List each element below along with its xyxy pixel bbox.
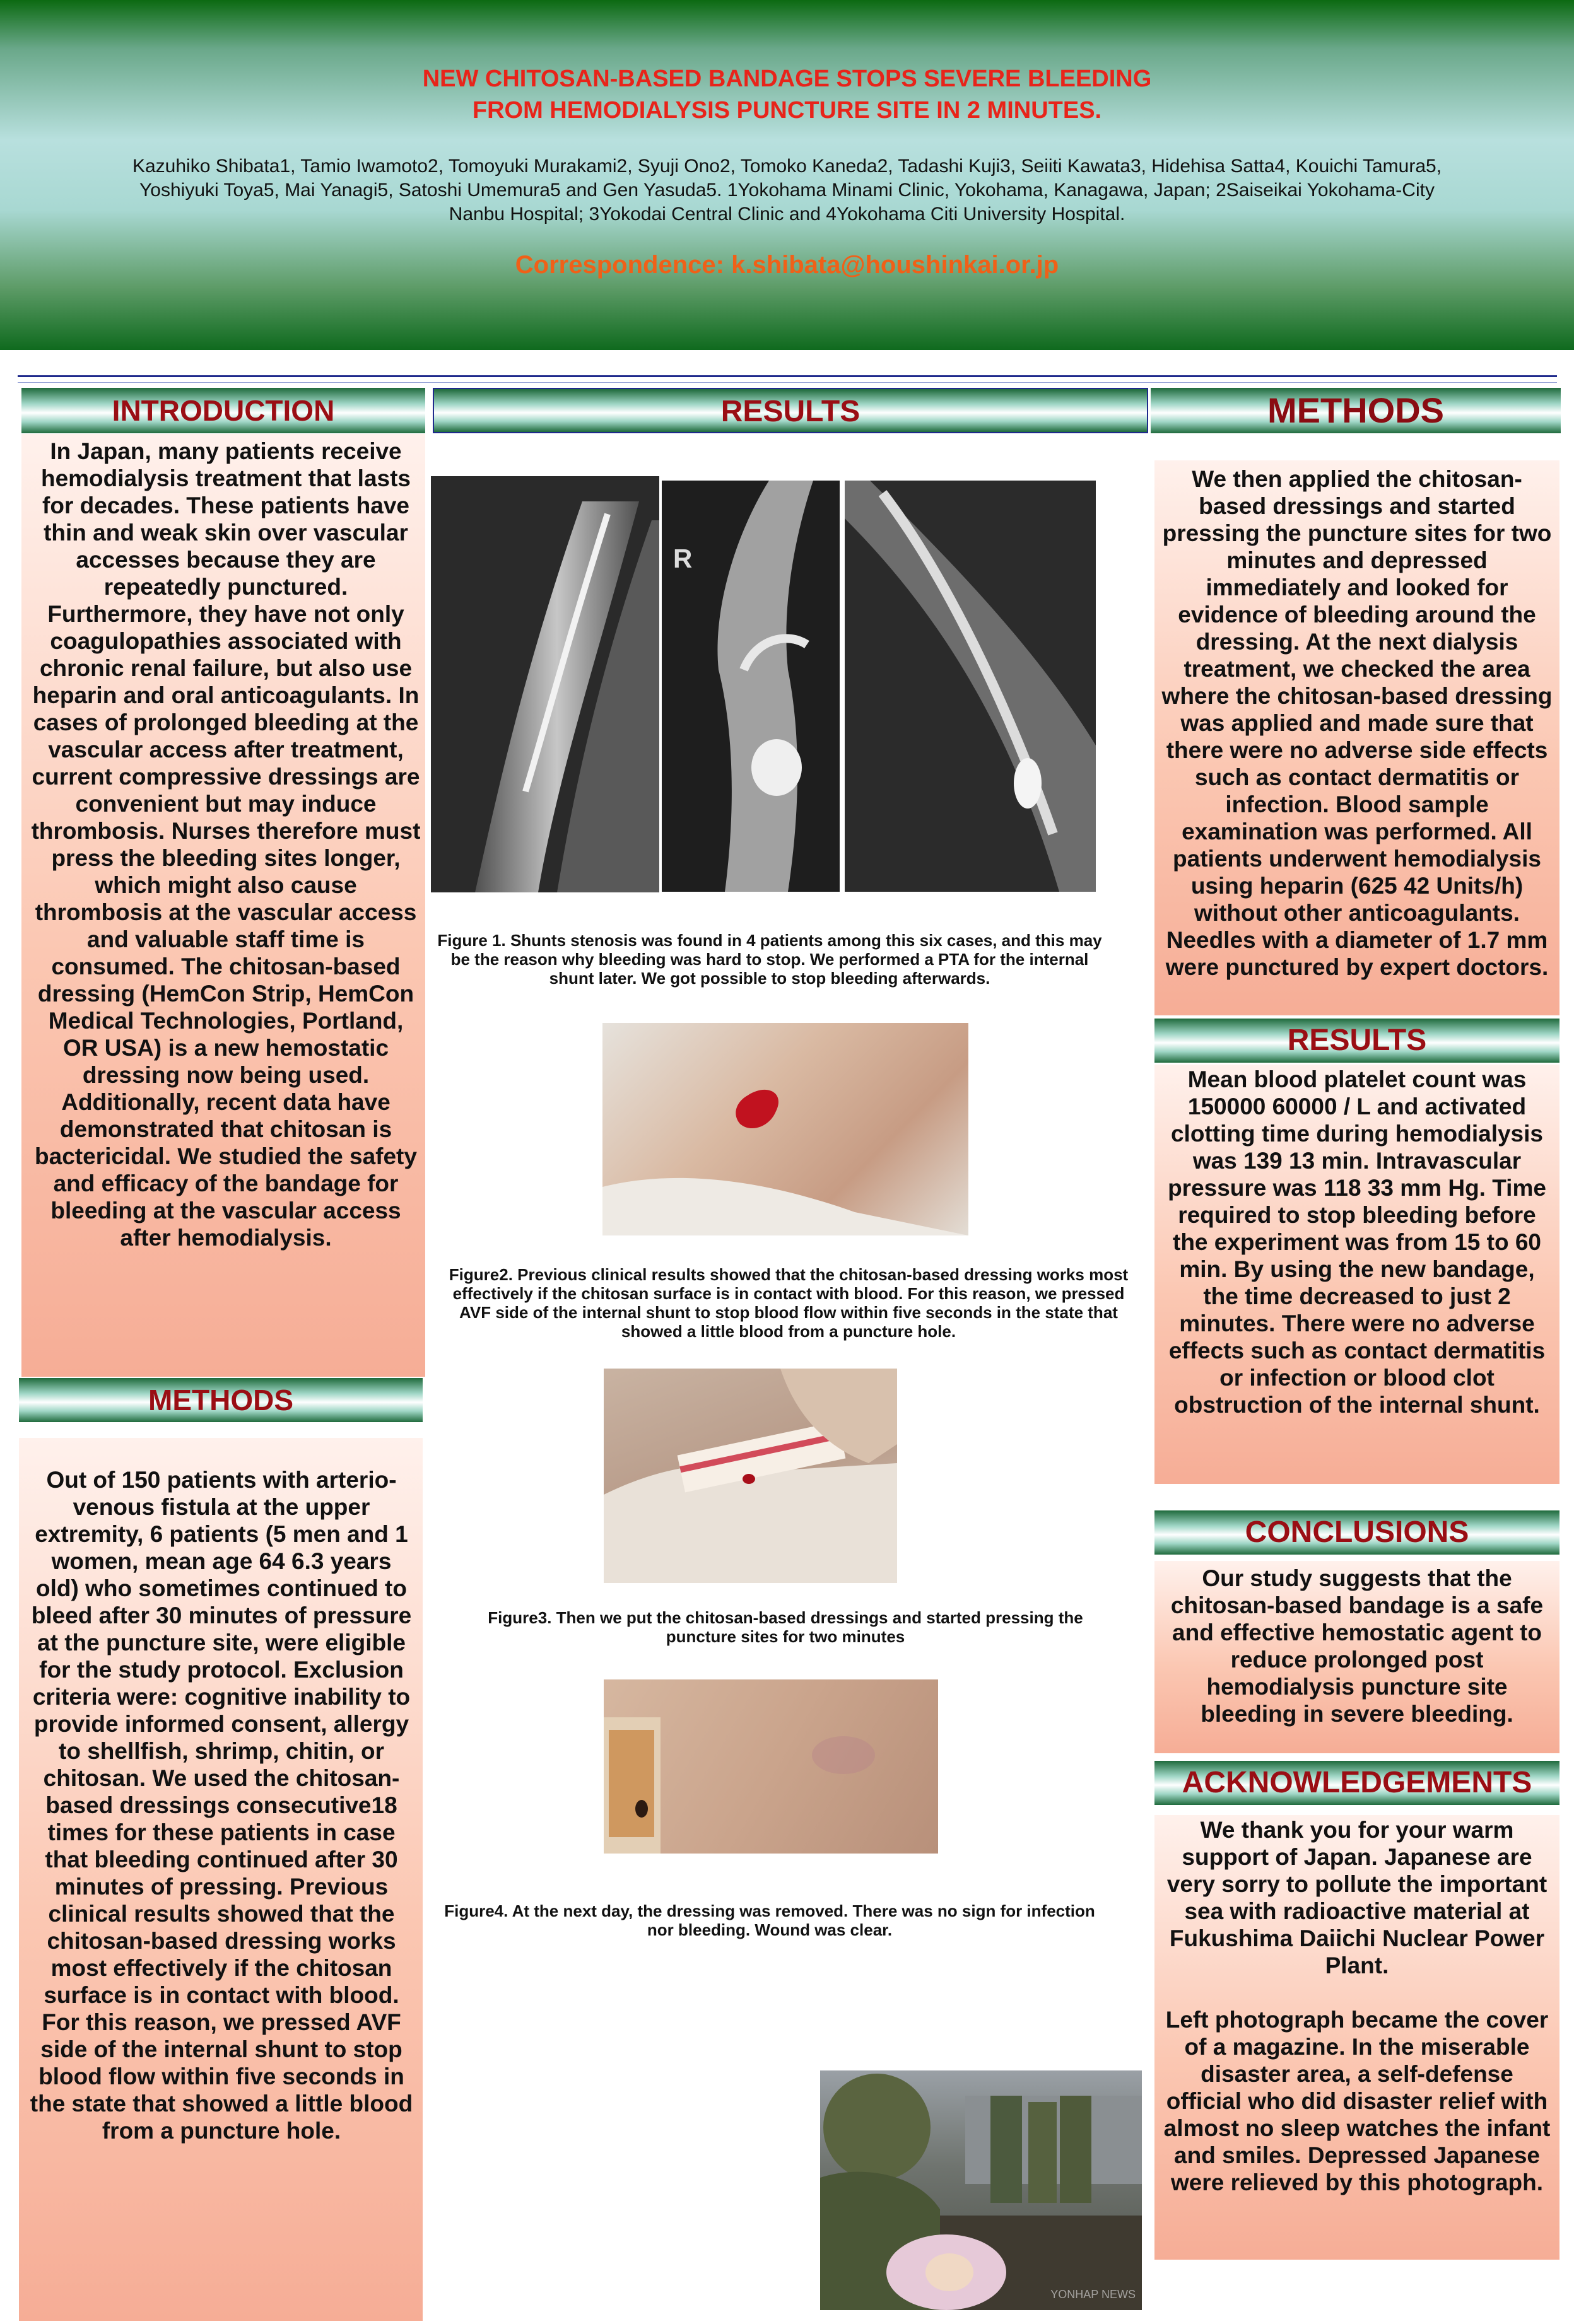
figure-1-caption: Figure 1. Shunts stenosis was found in 4 patients among this six cases, and this may be the reason why bleeding was hard to stop. We performed a PTA for the internal shunt later. We got possible to stop bleeding afterwards. (437, 931, 1102, 988)
results-heading-text: RESULTS (720, 395, 860, 428)
right-results-heading-text: RESULTS (1287, 1024, 1427, 1057)
acknowledgements-heading (1154, 1761, 1559, 1805)
acknowledgements-heading-text: ACKNOWLEDGEMENTS (1182, 1766, 1532, 1799)
figure-4-caption: Figure4. At the next day, the dressing was removed. There was no sign for infection nor bleeding. Wound was clear. (444, 1901, 1095, 1939)
left-methods-heading (19, 1378, 423, 1422)
conclusions-text: Our study suggests that the chitosan-based bandage is a safe and effective hemostatic agent to reduce prolonged post hemodialysis puncture site bleeding in severe bleeding. (1170, 1565, 1544, 1727)
acknowledgements-text-1: We thank you for your warm support of Japan. Japanese are very sorry to pollute the important sea with radioactive material at Fukushima Daiichi Nuclear Power Plant. (1166, 1817, 1548, 1978)
divider-rule-thin (18, 382, 1557, 383)
soldier-with-infant-illustration (820, 2070, 1142, 2310)
xray-arm-illustration (845, 481, 1096, 892)
bleeding-puncture-illustration (602, 1023, 968, 1235)
results-heading (433, 388, 1148, 433)
authors-line-2: Yoshiyuki Toya5, Mai Yanagi5, Satoshi Umemura5 and Gen Yasuda5. 1Yokohama Minami Clinic, Yokohama, Kanagawa, Japan; 2Saiseikai Yokohama-City (139, 180, 1435, 201)
figure-4-photo (604, 1679, 938, 1854)
right-methods-text: We then applied the chitosan-based dressings and started pressing the puncture sites for two minutes and depressed immediately and looked for evidence of bleeding around the dressing. At the next dialysis treatment, we checked the area where the chitosan-based dressing was applied and made sure that there were no adverse side effects such as contact dermatitis or infection. Blood sample examination was performed. All patients underwent hemodialysis using heparin (625 42 Units/h) without other anticoagulants. Needles with a diameter of 1.7 mm were punctured by expert doctors. (1161, 466, 1553, 980)
figure-3-caption: Figure3. Then we put the chitosan-based dressings and started pressing the puncture sites for two minutes (488, 1608, 1083, 1646)
photo-watermark: YONHAP NEWS (1050, 2288, 1136, 2301)
poster-title (0, 63, 1574, 126)
xray-elbow-illustration (662, 481, 840, 892)
intro-heading-text: INTRODUCTION (112, 394, 335, 427)
acknowledgements-text-2: Left photograph became the cover of a magazine. In the miserable disaster area, a self-defense official who did disaster relief with almost no sleep watches the infant and smiles. Depressed Japanese were relieved by this photograph. (1163, 2007, 1551, 2195)
right-results-text: Mean blood platelet count was 150000 60000 / L and activated clotting time during hemodialysis was 139 13 min. Intravascular pressure was 118 33 mm Hg. Time required to stop bleeding before the experiment was from 15 to 60 min. By using the new bandage, the time decreased to just 2 minutes. There were no adverse effects such as contact dermatitis or infection or blood clot obstruction of the internal shunt. (1168, 1066, 1546, 1418)
dressing-application-illustration (604, 1369, 897, 1583)
correspondence: Correspondence: k.shibata@houshinkai.or.jp (515, 251, 1059, 279)
xray-image-3 (845, 481, 1096, 892)
authors-line-3: Nanbu Hospital; 3Yokodai Central Clinic and 4Yokohama Citi University Hospital. (449, 204, 1125, 225)
xray-image-2 (662, 481, 840, 892)
figure-2-caption: Figure2. Previous clinical results showed that the chitosan-based dressing works most effectively if the chitosan surface is in contact with blood. For this reason, we pressed AVF side of the internal shunt to stop blood flow within five seconds in the state that showed a little blood from a puncture hole. (449, 1265, 1129, 1341)
title-line-2: FROM HEMODIALYSIS PUNCTURE SITE IN 2 MINUTES. (472, 97, 1102, 124)
figure-3-photo (604, 1369, 897, 1583)
left-methods-text: Out of 150 patients with arterio-venous fistula at the upper extremity, 6 patients (5 men and 1 women, mean age 64 6.3 years old) who sometimes continued to bleed after 30 minutes of pressure at the puncture site, were eligible for the study protocol. Exclusion criteria were: cognitive inability to provide informed consent, allergy to shellfish, shrimp, chitin, or chitosan. We used the chitosan-based dressings consecutive18 times for these patients in case that bleeding continued after 30 minutes of pressing. Previous clinical results showed that the chitosan-based dressing works most effectively if the chitosan surface is in contact with blood. For this reason, we pressed AVF side of the internal shunt to stop blood flow within five seconds in the state that showed a little blood from a puncture hole. (30, 1467, 413, 2144)
xray-forearm-illustration (431, 476, 659, 892)
left-methods-heading-text: METHODS (148, 1384, 293, 1416)
removed-dressing-illustration (604, 1679, 938, 1854)
disaster-relief-photo (820, 2070, 1142, 2310)
intro-heading (21, 388, 425, 433)
intro-text: In Japan, many patients receive hemodialysis treatment that lasts for decades. These patients have thin and weak skin over vascular accesses because they are repeatedly punctured. Furthermore, they have not only coagulopathies associated with chronic renal failure, but also use heparin and oral anticoagulants. In cases of prolonged bleeding at the vascular access after treatment, current compressive dressings are convenient but may induce thrombosis. Nurses therefore must press the bleeding sites longer, which might also cause thrombosis at the vascular access and valuable staff time is consumed. The chitosan-based dressing (HemCon Strip, HemCon Medical Technologies, Portland, OR USA) is a new hemostatic dressing now being used. Additionally, recent data have demonstrated that chitosan is bactericidal. We studied the safety and efficacy of the bandage for bleeding at the vascular access after hemodialysis. (31, 438, 421, 1251)
authors-line-1: Kazuhiko Shibata1, Tamio Iwamoto2, Tomoyuki Murakami2, Syuji Ono2, Tomoko Kaneda2, Tadashi Kuji3, Seiiti Kawata3, Hidehisa Satta4, Kouichi Tamura5, (132, 156, 1442, 177)
xray-marker: R (673, 544, 693, 573)
conclusions-heading (1154, 1510, 1559, 1555)
divider-rule (18, 375, 1557, 377)
conclusions-heading-text: CONCLUSIONS (1245, 1515, 1469, 1549)
xray-image-1 (431, 476, 659, 892)
title-line-1: NEW CHITOSAN-BASED BANDAGE STOPS SEVERE BLEEDING (422, 66, 1152, 92)
author-list (25, 155, 1549, 226)
figure-2-photo (602, 1023, 968, 1235)
poster-header (0, 0, 1574, 350)
right-methods-heading (1151, 388, 1561, 433)
right-methods-heading-text: METHODS (1267, 390, 1444, 430)
right-results-heading (1154, 1019, 1559, 1063)
